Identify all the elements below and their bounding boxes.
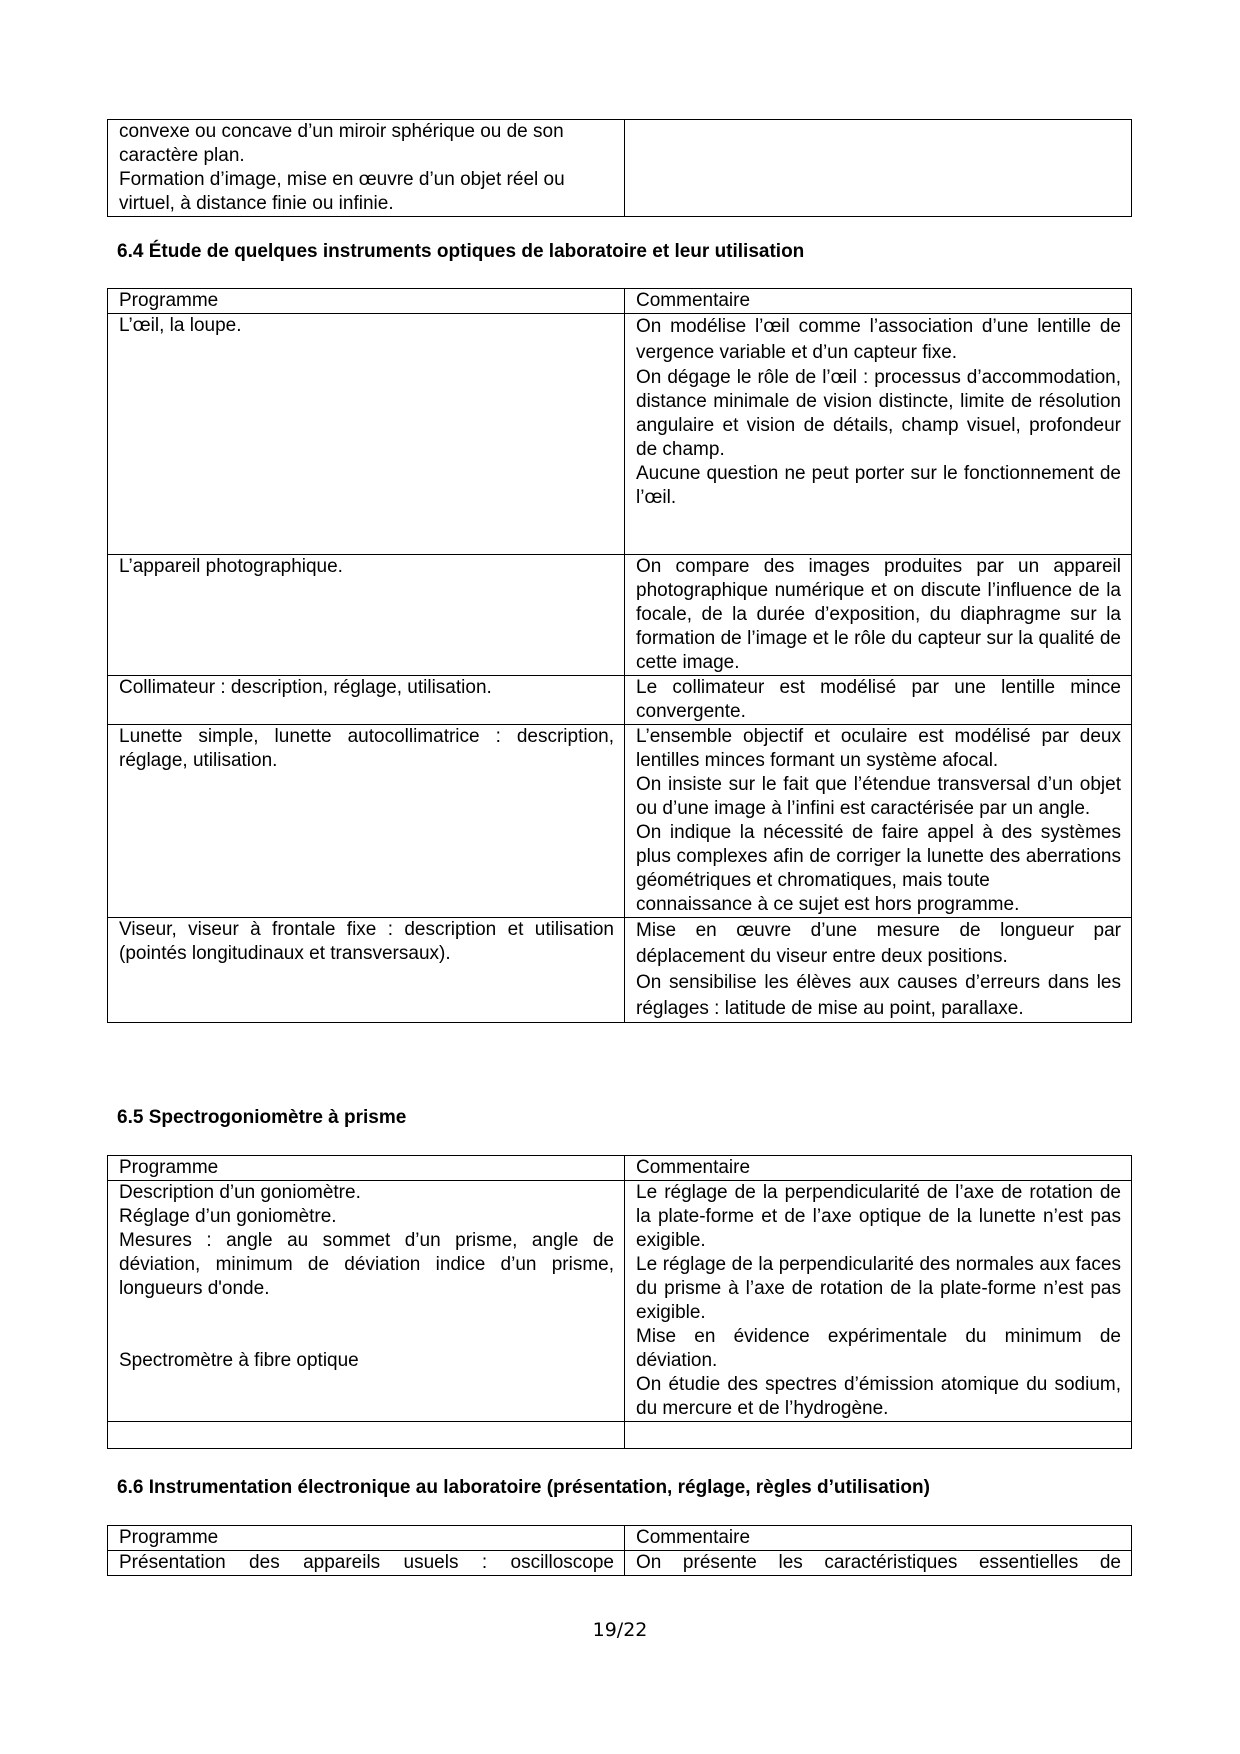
- cell-text: On dégage le rôle de l’œil : processus d’accommodation, distance minimale de vision distincte, limite de résolution angulaire et vision de détails, champ visuel, profondeur de champ.: [636, 367, 1121, 460]
- table-row: [108, 120, 1132, 217]
- cell-text: Formation d’image, mise en œuvre d’un objet réel ou virtuel, à distance finie ou infinie.: [119, 169, 565, 214]
- programme-cell: [108, 1181, 625, 1422]
- commentaire-cell: [625, 314, 1132, 555]
- cell-text: L’ensemble objectif et oculaire est modélisé par deux lentilles minces formant un système afocal.: [636, 726, 1121, 771]
- page-number: 19/22: [592, 1619, 648, 1641]
- cell-text: Le réglage de la perpendicularité de l’axe de rotation de la plate-forme et de l’axe optique de la lunette n’est pas exigible.: [636, 1182, 1121, 1251]
- table-row: [108, 1181, 1132, 1422]
- section-title-6-6: 6.6 Instrumentation électronique au laboratoire (présentation, réglage, règles d’utilisation): [117, 1477, 930, 1498]
- table-section-6-6: [107, 1525, 1132, 1576]
- cell-text: Le réglage de la perpendicularité des normales aux faces du prisme à l’axe de rotation de la plate-forme n’est pas exigible.: [636, 1254, 1121, 1323]
- commentaire-cell: [625, 676, 1132, 725]
- empty-cell: [108, 1422, 625, 1449]
- table-row: [108, 314, 1132, 555]
- programme-cell: Viseur, viseur à frontale fixe : description et utilisation (pointés longitudinaux et transversaux).: [108, 918, 625, 1023]
- commentaire-cell: [625, 555, 1132, 676]
- header-programme: Programme: [108, 1156, 625, 1181]
- table-row: [108, 1551, 1132, 1576]
- header-commentaire: Commentaire: [625, 1156, 1132, 1181]
- table-section-6-4: [107, 288, 1132, 1023]
- commentaire-cell: [625, 120, 1132, 217]
- table-row-empty: [108, 1422, 1132, 1449]
- cell-text: On modélise l’œil comme l’association d’une lentille de vergence variable et d’un capteur fixe.: [636, 316, 1121, 363]
- cell-text: Mesures : angle au sommet d’un prisme, angle de déviation, minimum de déviation indice d’un prisme, longueurs d'onde.: [119, 1230, 614, 1299]
- cell-text: On compare des images produites par un appareil photographique numérique et on discute l’influence de la focale, de la durée d’exposition, du diaphragme sur la formation de l’image et le rôle du capteur sur la qualité de cette image.: [636, 556, 1121, 673]
- empty-cell: [625, 1422, 1132, 1449]
- programme-cell: L’œil, la loupe.: [108, 314, 625, 555]
- table-section-6-5: [107, 1155, 1132, 1449]
- section-title-6-5: 6.5 Spectrogoniomètre à prisme: [117, 1107, 407, 1128]
- cell-text: On étudie des spectres d’émission atomique du sodium, du mercure et de l’hydrogène.: [636, 1374, 1121, 1419]
- cell-text: Aucune question ne peut porter sur le fonctionnement de l’œil.: [636, 463, 1121, 508]
- table-header-row: [108, 1526, 1132, 1551]
- commentaire-cell: On présente les caractéristiques essentielles de: [625, 1551, 1132, 1576]
- header-programme: Programme: [108, 1526, 625, 1551]
- commentaire-cell: [625, 1181, 1132, 1422]
- programme-cell: L’appareil photographique.: [108, 555, 625, 676]
- table-top-continuation: [107, 119, 1132, 217]
- commentaire-cell: [625, 725, 1132, 918]
- cell-text: Mise en évidence expérimentale du minimum de déviation.: [636, 1326, 1121, 1371]
- header-programme: Programme: [108, 289, 625, 314]
- table-row: [108, 555, 1132, 676]
- table-header-row: [108, 289, 1132, 314]
- cell-text: Spectromètre à fibre optique: [119, 1350, 359, 1371]
- table-row: [108, 676, 1132, 725]
- cell-text: Description d’un goniomètre.: [119, 1182, 361, 1203]
- cell-text: convexe ou concave d’un miroir sphérique ou de son caractère plan.: [119, 121, 564, 166]
- programme-cell: Lunette simple, lunette autocollimatrice : description, réglage, utilisation.: [108, 725, 625, 918]
- section-title-6-4: 6.4 Étude de quelques instruments optiques de laboratoire et leur utilisation: [117, 241, 805, 262]
- table-header-row: [108, 1156, 1132, 1181]
- programme-cell: [108, 120, 625, 217]
- cell-text: connaissance à ce sujet est hors programme.: [636, 894, 1020, 915]
- cell-text: On insiste sur le fait que l’étendue transversal d’un objet ou d’une image à l’infini est caractérisée par un angle.: [636, 774, 1121, 819]
- commentaire-cell: [625, 918, 1132, 1023]
- cell-text: Réglage d’un goniomètre.: [119, 1206, 337, 1227]
- cell-text: On sensibilise les élèves aux causes d’erreurs dans les réglages : latitude de mise au point, parallaxe.: [636, 972, 1121, 1019]
- header-commentaire: Commentaire: [625, 289, 1132, 314]
- table-row: [108, 918, 1132, 1023]
- cell-text: Le collimateur est modélisé par une lentille mince convergente.: [636, 677, 1121, 722]
- cell-text: Mise en œuvre d’une mesure de longueur par déplacement du viseur entre deux positions.: [636, 920, 1121, 967]
- programme-cell: Présentation des appareils usuels : oscilloscope: [108, 1551, 625, 1576]
- programme-cell: Collimateur : description, réglage, utilisation.: [108, 676, 625, 725]
- cell-text: On indique la nécessité de faire appel à des systèmes plus complexes afin de corriger la lunette des aberrations géométriques et chromatiques, mais toute: [636, 822, 1121, 891]
- table-row: [108, 725, 1132, 918]
- header-commentaire: Commentaire: [625, 1526, 1132, 1551]
